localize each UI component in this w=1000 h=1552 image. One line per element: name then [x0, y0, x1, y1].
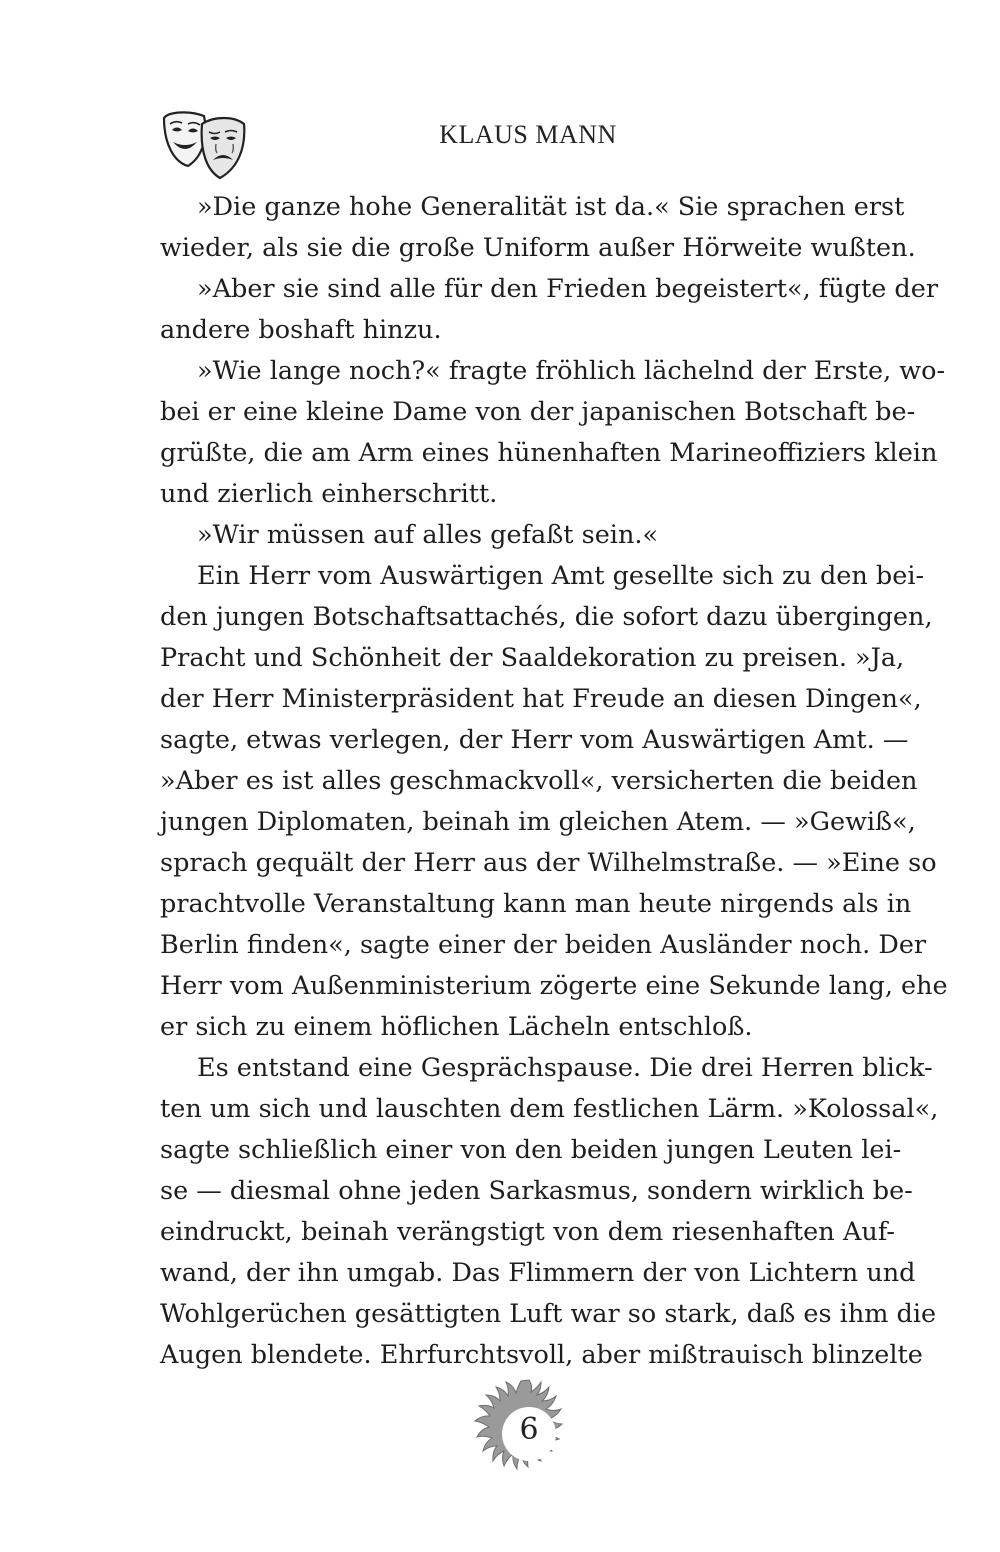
text-line: sagte schließlich einer von den beiden jungen Leuten lei- [160, 1135, 902, 1165]
text-line: grüßte, die am Arm eines hünenhaften Marineoffiziers klein [160, 438, 938, 468]
paragraph [160, 556, 948, 1048]
text-line: wieder, als sie die große Uniform außer Hörweite wußten. [160, 233, 916, 263]
text-line: wand, der ihn umgab. Das Flimmern der von Lichtern und [160, 1258, 916, 1288]
theater-masks-icon [158, 104, 248, 184]
text-line: und zierlich einherschritt. [160, 479, 498, 509]
text-line: Herr vom Außenministerium zögerte eine Sekunde lang, ehe [160, 971, 948, 1001]
text-line: Berlin finden«, sagte einer der beiden Ausländer noch. Der [160, 930, 927, 960]
text-line: Es entstand eine Gesprächspause. Die drei Herren blick- [197, 1053, 933, 1083]
text-line: er sich zu einem höflichen Lächeln entschloß. [160, 1012, 753, 1042]
text-line: der Herr Ministerpräsident hat Freude an diesen Dingen«, [160, 684, 922, 714]
paragraph [160, 515, 895, 556]
body-text [160, 187, 948, 1376]
text-line: bei er eine kleine Dame von der japanischen Botschaft be- [160, 397, 916, 427]
text-line: »Wir müssen auf alles gefaßt sein.« [197, 520, 659, 550]
text-line: den jungen Botschaftsattachés, die sofort dazu übergingen, [160, 602, 933, 632]
text-line: andere boshaft hinzu. [160, 315, 442, 345]
page-number: 6 [519, 1412, 539, 1447]
paragraph [160, 351, 946, 515]
text-line: Augen blendete. Ehrfurchtsvoll, aber mißtrauisch blinzelte [160, 1340, 923, 1370]
text-line: prachtvolle Veranstaltung kann man heute nirgends als in [160, 889, 912, 919]
paragraph [160, 187, 916, 269]
running-head: KLAUS MANN [439, 120, 617, 149]
paragraph [160, 1048, 939, 1376]
text-line: sprach gequält der Herr aus der Wilhelmstraße. — »Eine so [160, 848, 937, 878]
paragraph [160, 269, 939, 351]
text-line: ten um sich und lauschten dem festlichen Lärm. »Kolossal«, [160, 1094, 939, 1124]
text-line: »Wie lange noch?« fragte fröhlich lächelnd der Erste, wo- [197, 356, 946, 386]
text-line: »Aber sie sind alle für den Frieden begeistert«, fügte der [197, 274, 939, 304]
text-line: sagte, etwas verlegen, der Herr vom Auswärtigen Amt. — [160, 725, 909, 755]
text-line: »Die ganze hohe Generalität ist da.« Sie sprachen erst [197, 192, 905, 222]
text-line: se — diesmal ohne jeden Sarkasmus, sondern wirklich be- [160, 1176, 913, 1206]
text-line: »Aber es ist alles geschmackvoll«, versicherten die beiden [160, 766, 918, 796]
text-line: jungen Diplomaten, beinah im gleichen Atem. — »Gewiß«, [160, 807, 916, 837]
text-line: Pracht und Schönheit der Saaldekoration zu preisen. »Ja, [160, 643, 905, 673]
text-line: Wohlgerüchen gesättigten Luft war so stark, daß es ihm die [160, 1299, 937, 1329]
text-line: Ein Herr vom Auswärtigen Amt gesellte sich zu den bei- [197, 561, 925, 591]
text-line: eindruckt, beinah verängstigt von dem riesenhaften Auf- [160, 1217, 895, 1247]
